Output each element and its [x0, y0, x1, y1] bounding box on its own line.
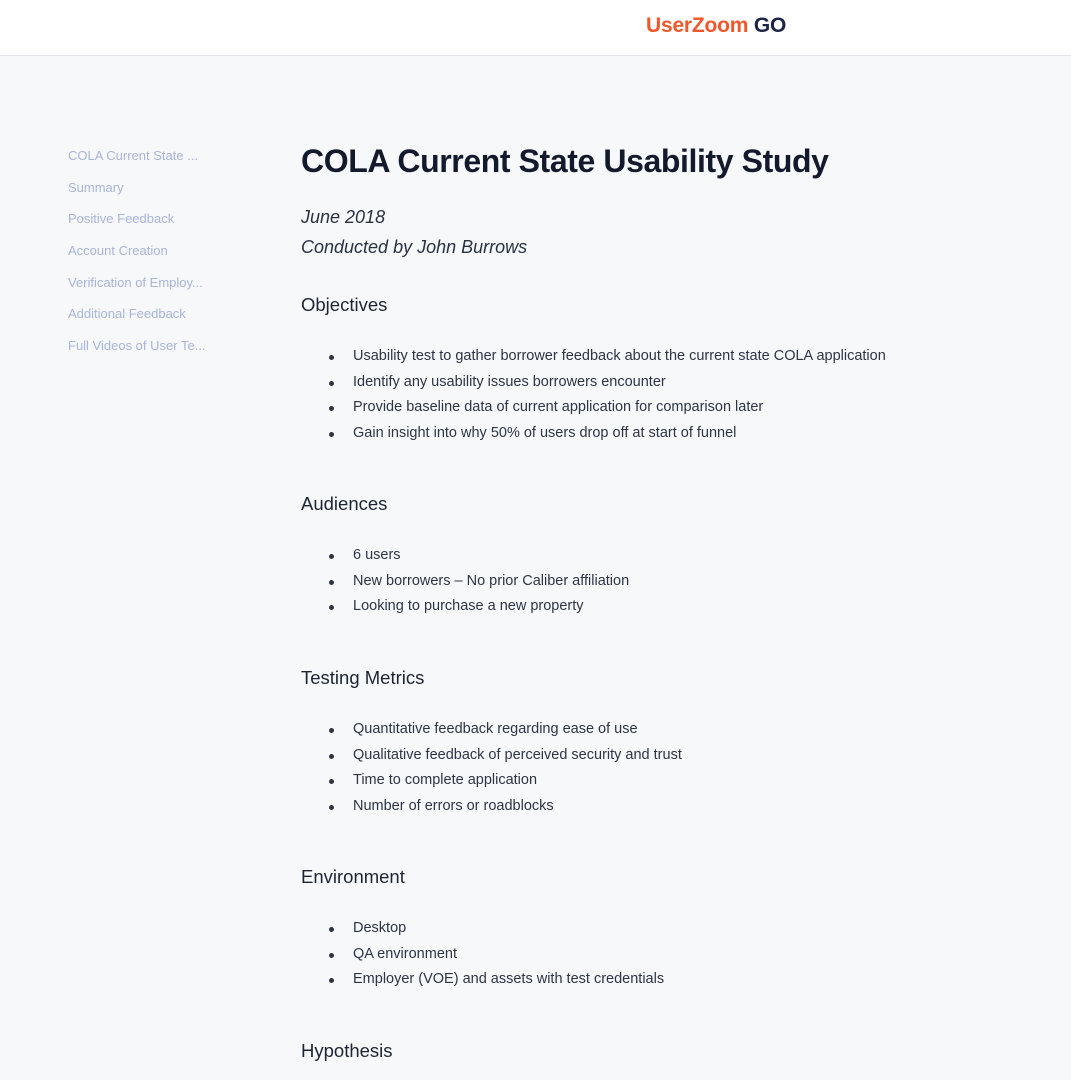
page-title: COLA Current State Usability Study	[301, 143, 829, 179]
objectives-section	[301, 292, 886, 446]
report-content	[301, 140, 1021, 1061]
list-item: Desktop	[353, 916, 664, 942]
list-item: Identify any usability issues borrowers encounter	[353, 370, 886, 396]
toc-item-full-videos[interactable]: Full Videos of User Te...	[68, 338, 206, 354]
list-item: Quantitative feedback regarding ease of use	[353, 717, 682, 743]
environment-heading: Environment	[301, 866, 405, 887]
objectives-list	[301, 344, 886, 446]
toc-item-additional-feedback[interactable]: Additional Feedback	[68, 306, 186, 322]
logo-suffix-text: GO	[753, 14, 787, 37]
list-item: Provide baseline data of current application for comparison later	[353, 395, 886, 421]
toc-item-title[interactable]: COLA Current State ...	[68, 148, 199, 163]
testing-metrics-list	[301, 717, 682, 819]
hypothesis-section	[301, 1038, 393, 1064]
list-item: QA environment	[353, 942, 664, 968]
report-meta	[301, 202, 1021, 262]
audiences-section	[301, 491, 629, 620]
list-item: Employer (VOE) and assets with test credentials	[353, 967, 664, 993]
environment-list	[301, 916, 664, 993]
objectives-heading: Objectives	[301, 294, 388, 315]
audiences-heading: Audiences	[301, 493, 388, 514]
list-item: 6 users	[353, 543, 629, 569]
table-of-contents	[68, 146, 228, 368]
list-item: Looking to purchase a new property	[353, 594, 629, 620]
hypothesis-heading: Hypothesis	[301, 1040, 393, 1061]
testing-metrics-heading: Testing Metrics	[301, 667, 425, 688]
list-item: Usability test to gather borrower feedback about the current state COLA application	[353, 344, 886, 370]
top-bar	[0, 0, 1071, 56]
list-item: Number of errors or roadblocks	[353, 794, 682, 820]
environment-section	[301, 864, 664, 993]
list-item: Gain insight into why 50% of users drop off at start of funnel	[353, 421, 886, 447]
toc-item-positive-feedback[interactable]: Positive Feedback	[68, 211, 175, 227]
list-item: New borrowers – No prior Caliber affiliation	[353, 569, 629, 595]
toc-item-account-creation[interactable]: Account Creation	[68, 243, 168, 259]
report-author: Conducted by John Burrows	[301, 237, 528, 257]
logo-brand-text: UserZoom	[646, 14, 749, 37]
toc-item-verification-of-employment[interactable]: Verification of Employ...	[68, 274, 203, 290]
audiences-list	[301, 543, 629, 620]
list-item: Qualitative feedback of perceived security and trust	[353, 743, 682, 769]
list-item: Time to complete application	[353, 768, 682, 794]
userzoom-go-logo[interactable]	[646, 14, 786, 38]
testing-metrics-section	[301, 665, 682, 819]
report-date: June 2018	[301, 207, 386, 227]
toc-item-summary[interactable]: Summary	[68, 179, 124, 195]
